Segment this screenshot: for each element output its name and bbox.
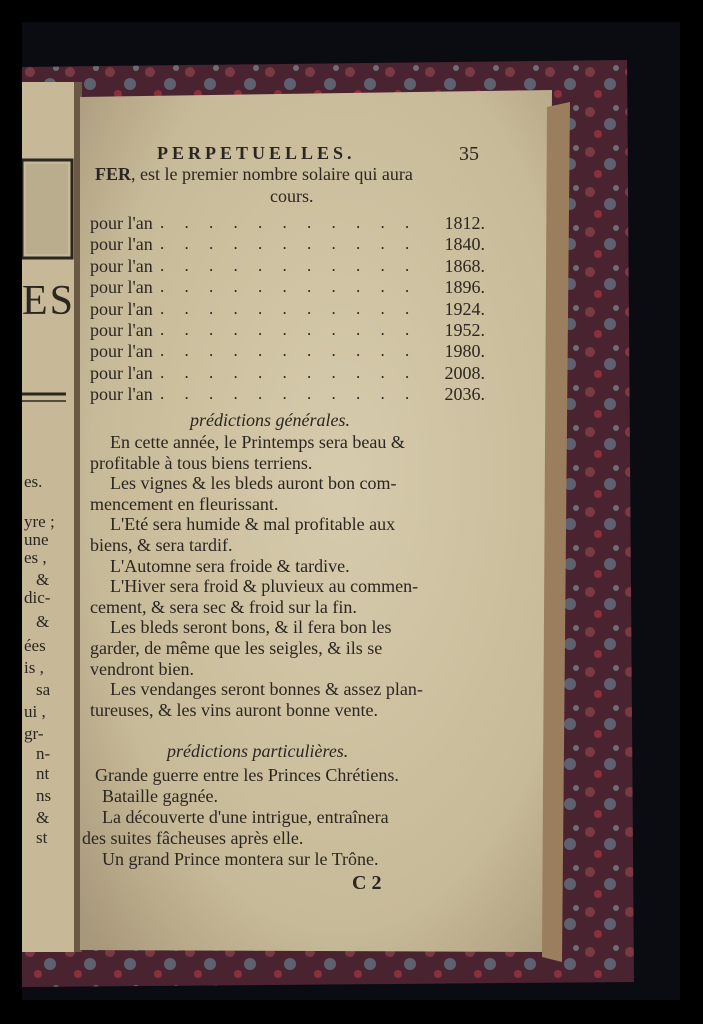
left-page-fragment: ées: [24, 636, 46, 655]
year-row: [90, 213, 485, 235]
prediction-line: Les vendanges seront bonnes & assez plan-: [110, 679, 423, 700]
prediction-line: Les bleds seront bons, & il fera bon les: [110, 617, 392, 638]
left-page-fragment: une: [24, 530, 49, 549]
prediction-line: garder, de même que les seigles, & ils se: [90, 638, 383, 658]
year-row-label: pour l'an: [90, 255, 153, 276]
left-page-fragment: &: [36, 570, 50, 589]
year-row-label: pour l'an: [90, 234, 153, 255]
year-row-label: pour l'an: [90, 384, 153, 405]
year-value: 1952.: [444, 320, 485, 340]
intro-rest: , est le premier nombre solaire qui aura: [131, 164, 413, 184]
running-head: PERPETUELLES.: [157, 143, 356, 163]
year-row: [90, 341, 485, 363]
prediction-line: Les vignes & les bleds auront bon com-: [110, 473, 397, 494]
year-value: 1896.: [444, 277, 485, 298]
leader-dots: . . . . . . . . . . .: [160, 384, 418, 404]
year-row: [90, 256, 485, 278]
year-value: 2036.: [444, 384, 485, 405]
leader-dots: . . . . . . . . . . .: [160, 277, 418, 297]
intro-lead: FER: [95, 164, 131, 184]
photo-frame: [22, 22, 680, 1000]
left-page-fragment: nt: [36, 764, 50, 783]
left-page-fragment: es ,: [24, 548, 47, 567]
year-row-label: pour l'an: [90, 320, 153, 340]
prediction-line: profitable à tous biens terriens.: [90, 452, 313, 473]
year-row-label: pour l'an: [90, 277, 153, 298]
page-number: 35: [459, 143, 479, 165]
left-page-fragment: st: [36, 828, 48, 847]
prediction-line: des suites fâcheuses après elle.: [82, 828, 304, 848]
prediction-line: vendront bien.: [90, 658, 194, 679]
leader-dots: . . . . . . . . . . .: [160, 320, 418, 339]
leader-dots: . . . . . . . . . . .: [160, 298, 418, 318]
left-page-fragment: es.: [24, 472, 43, 491]
year-value: 1840.: [444, 234, 485, 255]
prediction-line: Bataille gagnée.: [102, 786, 218, 806]
leader-dots: . . . . . . . . . . .: [160, 234, 418, 254]
year-row-label: pour l'an: [90, 298, 153, 319]
leader-dots: . . . . . . . . . . .: [160, 341, 418, 361]
ornament-fill: [26, 164, 68, 254]
left-page-fragment: ui ,: [24, 702, 46, 721]
year-row-label: pour l'an: [90, 341, 153, 362]
prediction-line: L'Eté sera humide & mal profitable aux: [110, 514, 396, 535]
year-value: 1812.: [444, 213, 485, 233]
left-page-fragment: is ,: [24, 658, 44, 677]
prediction-line: La découverte d'une intrigue, entraînera: [102, 807, 389, 827]
year-value: 1924.: [444, 298, 485, 319]
intro-line-2: cours.: [270, 186, 314, 206]
leader-dots: . . . . . . . . . . .: [160, 213, 418, 232]
year-value: 1868.: [444, 255, 485, 276]
year-row-label: pour l'an: [90, 213, 153, 233]
leader-dots: . . . . . . . . . . .: [160, 362, 418, 382]
left-page-fragment: sa: [36, 680, 51, 699]
left-page-fragment: n-: [36, 744, 51, 763]
year-row: [90, 234, 485, 256]
prediction-line: cement, & sera sec & froid sur la fin.: [90, 596, 357, 617]
year-row: [90, 384, 485, 406]
left-page-fragment: ns: [36, 786, 52, 805]
left-page-fragment: &: [36, 808, 50, 827]
year-row-label: pour l'an: [90, 362, 153, 383]
prediction-line: tureuses, & les vins auront bonne vente.: [90, 699, 378, 720]
year-row: [90, 320, 485, 342]
prediction-line: L'Hiver sera froid & pluvieux au commen-: [110, 576, 419, 597]
prediction-line: Un grand Prince montera sur le Trône.: [102, 849, 379, 869]
particular-heading: prédictions particulières.: [167, 741, 349, 761]
left-page-fragment: dic-: [24, 588, 51, 607]
left-page-letters: ES: [22, 278, 76, 324]
year-row: [90, 277, 485, 299]
year-row: [90, 363, 485, 385]
prediction-line: L'Automne sera froide & tardive.: [110, 555, 350, 576]
catchword: C 2: [352, 872, 382, 894]
leader-dots: . . . . . . . . . . .: [160, 255, 418, 275]
general-heading: prédictions générales.: [190, 410, 350, 430]
year-value: 1980.: [444, 341, 485, 362]
left-page-fragment: yre ;: [24, 512, 55, 531]
prediction-line: biens, & sera tardif.: [90, 535, 233, 555]
left-page-fragment: &: [36, 612, 50, 631]
prediction-line: En cette année, le Printemps sera beau &: [110, 432, 405, 452]
year-row: [90, 299, 485, 321]
left-page-fragment: gr-: [24, 724, 44, 743]
prediction-line: mencement en fleurissant.: [90, 493, 279, 514]
intro-line-1: [95, 164, 413, 185]
prediction-line: Grande guerre entre les Princes Chrétiens.: [95, 765, 399, 785]
year-value: 2008.: [444, 362, 485, 383]
